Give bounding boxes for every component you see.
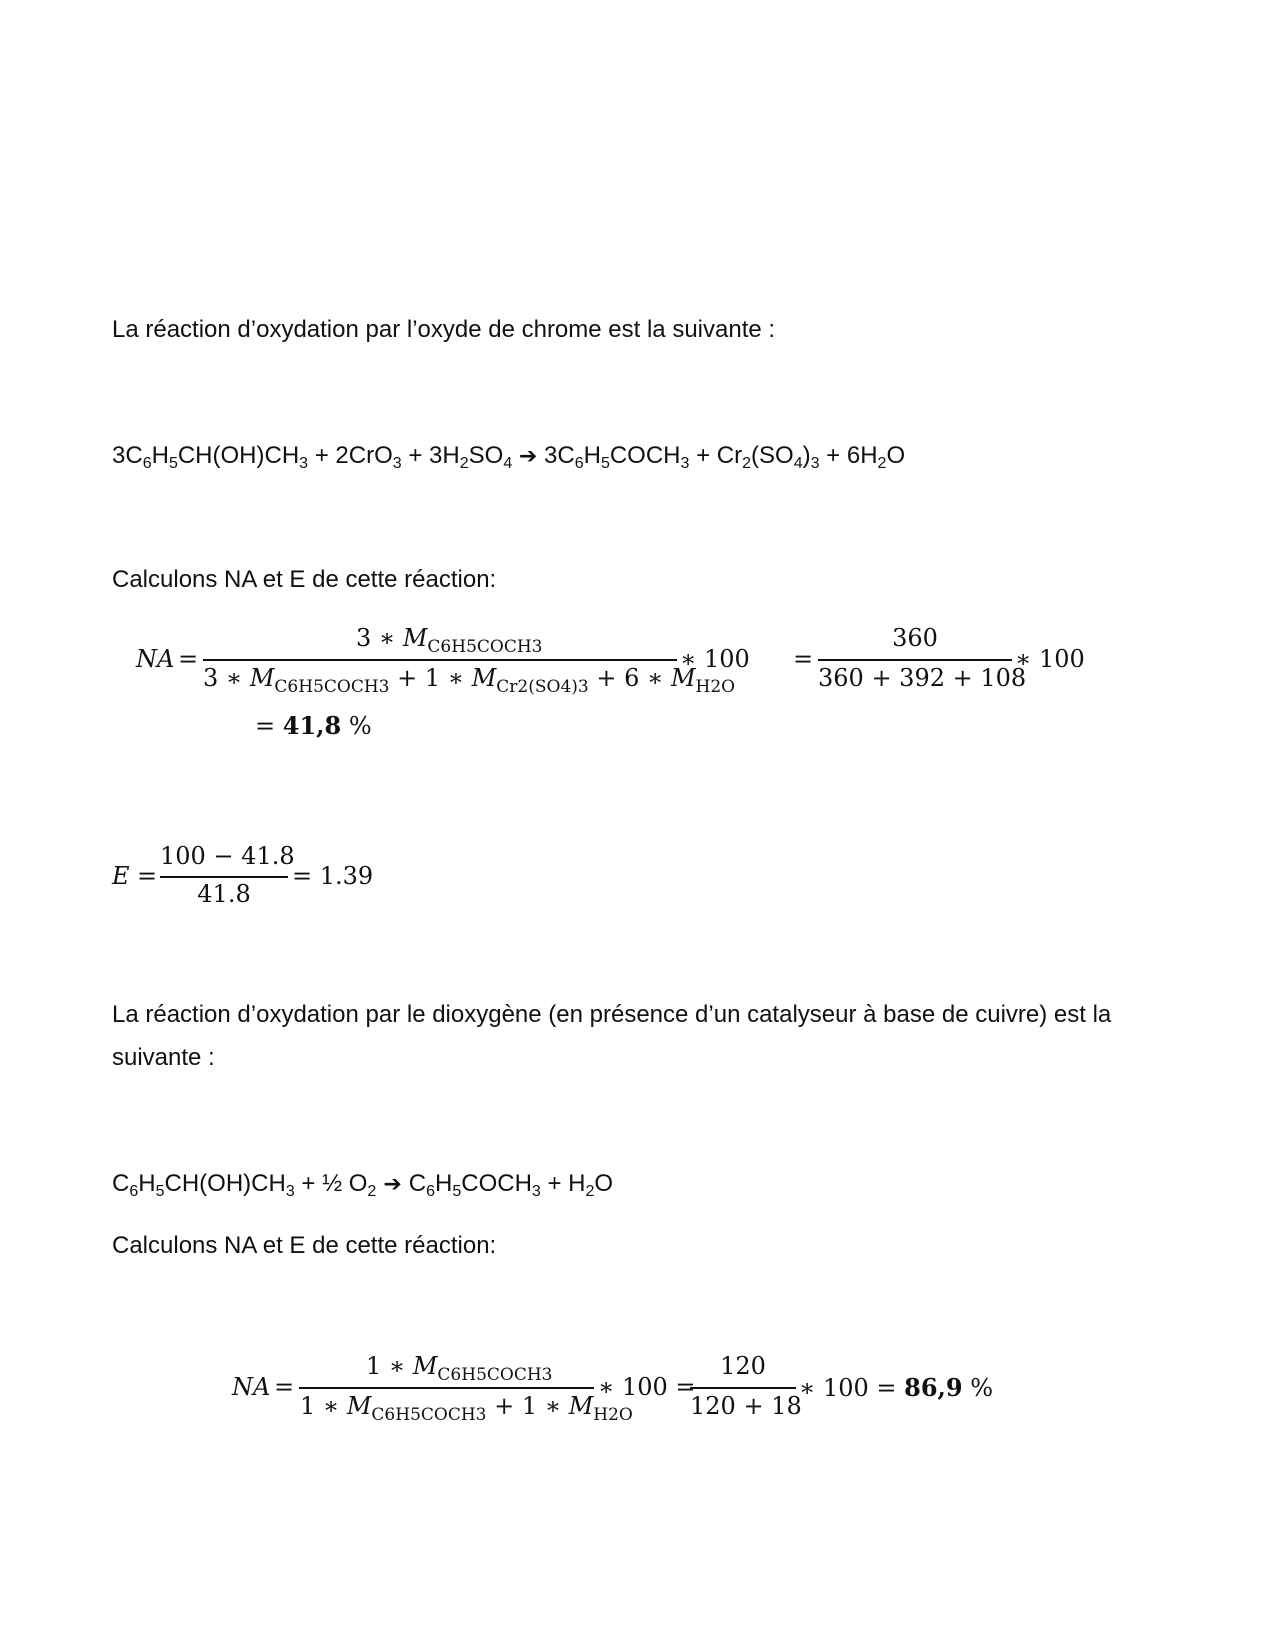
e-lhs: E [112, 862, 130, 890]
fraction-bar [203, 659, 677, 661]
na-lhs: NA [232, 1373, 271, 1401]
plus-sign: + [689, 442, 717, 469]
na1-denominator: 3 ∗ $M_{C6H5COCH3} + 1$ ∗ $M_{Cr2(SO4)3} + 6$ ∗ $M_{H2O}$ [203, 664, 736, 697]
na2-result: ∗ 100 = 86,9 % [799, 1373, 994, 1402]
na1-numeric-numerator: 360 [892, 624, 938, 652]
equals-sign: = [274, 1373, 295, 1401]
eq1-product-1: $3C_6H_5COCH_3$ [544, 442, 690, 472]
eq1-reactant-1: $3C_6H_5CH(OH)CH_3$ [112, 442, 309, 472]
fraction-bar [160, 876, 288, 878]
e1-denominator: 41.8 [197, 880, 251, 908]
plus-sign: + [308, 442, 336, 469]
eq1-reactant-3: $3H_2SO_4$ [429, 442, 513, 472]
reaction-arrow-icon: ➔ [518, 444, 538, 469]
reaction-arrow-icon: ➔ [376, 1172, 409, 1197]
plus-sign: + [819, 442, 847, 469]
na2-numeric-denominator: 120 + 18 [690, 1392, 802, 1420]
fraction-bar [818, 659, 1012, 661]
fraction-bar [690, 1387, 796, 1389]
eq2-reactant-2: + ½ $O_2$ [294, 1170, 377, 1200]
na2-times-100: ∗ 100 = [598, 1373, 696, 1401]
eq1-product-2: $Cr_2(SO_4)_3$ [716, 442, 820, 472]
na2-denominator: 1 ∗ $M_{C6H5COCH3} + 1$ ∗ $M_{H2O}$ [300, 1392, 633, 1425]
equals-sign: = [793, 645, 814, 673]
na-lhs: NA [136, 645, 175, 673]
reaction-equation-oxygen [112, 1169, 613, 1200]
eq2-product-1: $C_6H_5COCH_3$ [408, 1170, 541, 1200]
eq1-reactant-2: 2CrO$_3$ [335, 442, 402, 472]
na1-numeric-denominator: 360 + 392 + 108 [818, 664, 1027, 692]
eq1-product-3: $6H_2O$ [846, 442, 906, 472]
intro-oxygen-line-1: La réaction d’oxydation par le dioxygène (en présence d’un catalyseur à base de cuivre) est la [112, 1001, 1112, 1028]
e1-numerator: 100 − 41.8 [160, 842, 295, 870]
na1-times-100: ∗ 100 [680, 645, 750, 673]
reaction-equation-chromium [112, 441, 905, 472]
na1-result: = 41,8 % [255, 711, 372, 740]
eq2-reactant-1: $C_6H_5CH(OH)CH_3$ [112, 1170, 295, 1200]
equals-sign: = [178, 645, 199, 673]
na2-numeric-numerator: 120 [720, 1352, 766, 1380]
eq2-product-2: + $H_2O$ [540, 1170, 614, 1200]
intro-chromium-paragraph: La réaction d’oxydation par l’oxyde de chrome est la suivante : [112, 316, 776, 343]
calc-label-2: Calculons NA et E de cette réaction: [112, 1232, 497, 1259]
intro-oxygen-line-2: suivante : [112, 1044, 215, 1071]
na2-numerator: 1 ∗ $M_{C6H5COCH3}$ [366, 1352, 553, 1385]
equals-sign: = [137, 862, 158, 890]
e1-result: = 1.39 [292, 862, 374, 890]
plus-sign: + [401, 442, 430, 469]
fraction-bar [299, 1387, 594, 1389]
na1-numeric-times-100: ∗ 100 [1015, 645, 1085, 673]
calc-label-1: Calculons NA et E de cette réaction: [112, 566, 497, 593]
na1-numerator: 3 ∗ $M_{C6H5COCH3}$ [356, 624, 543, 657]
